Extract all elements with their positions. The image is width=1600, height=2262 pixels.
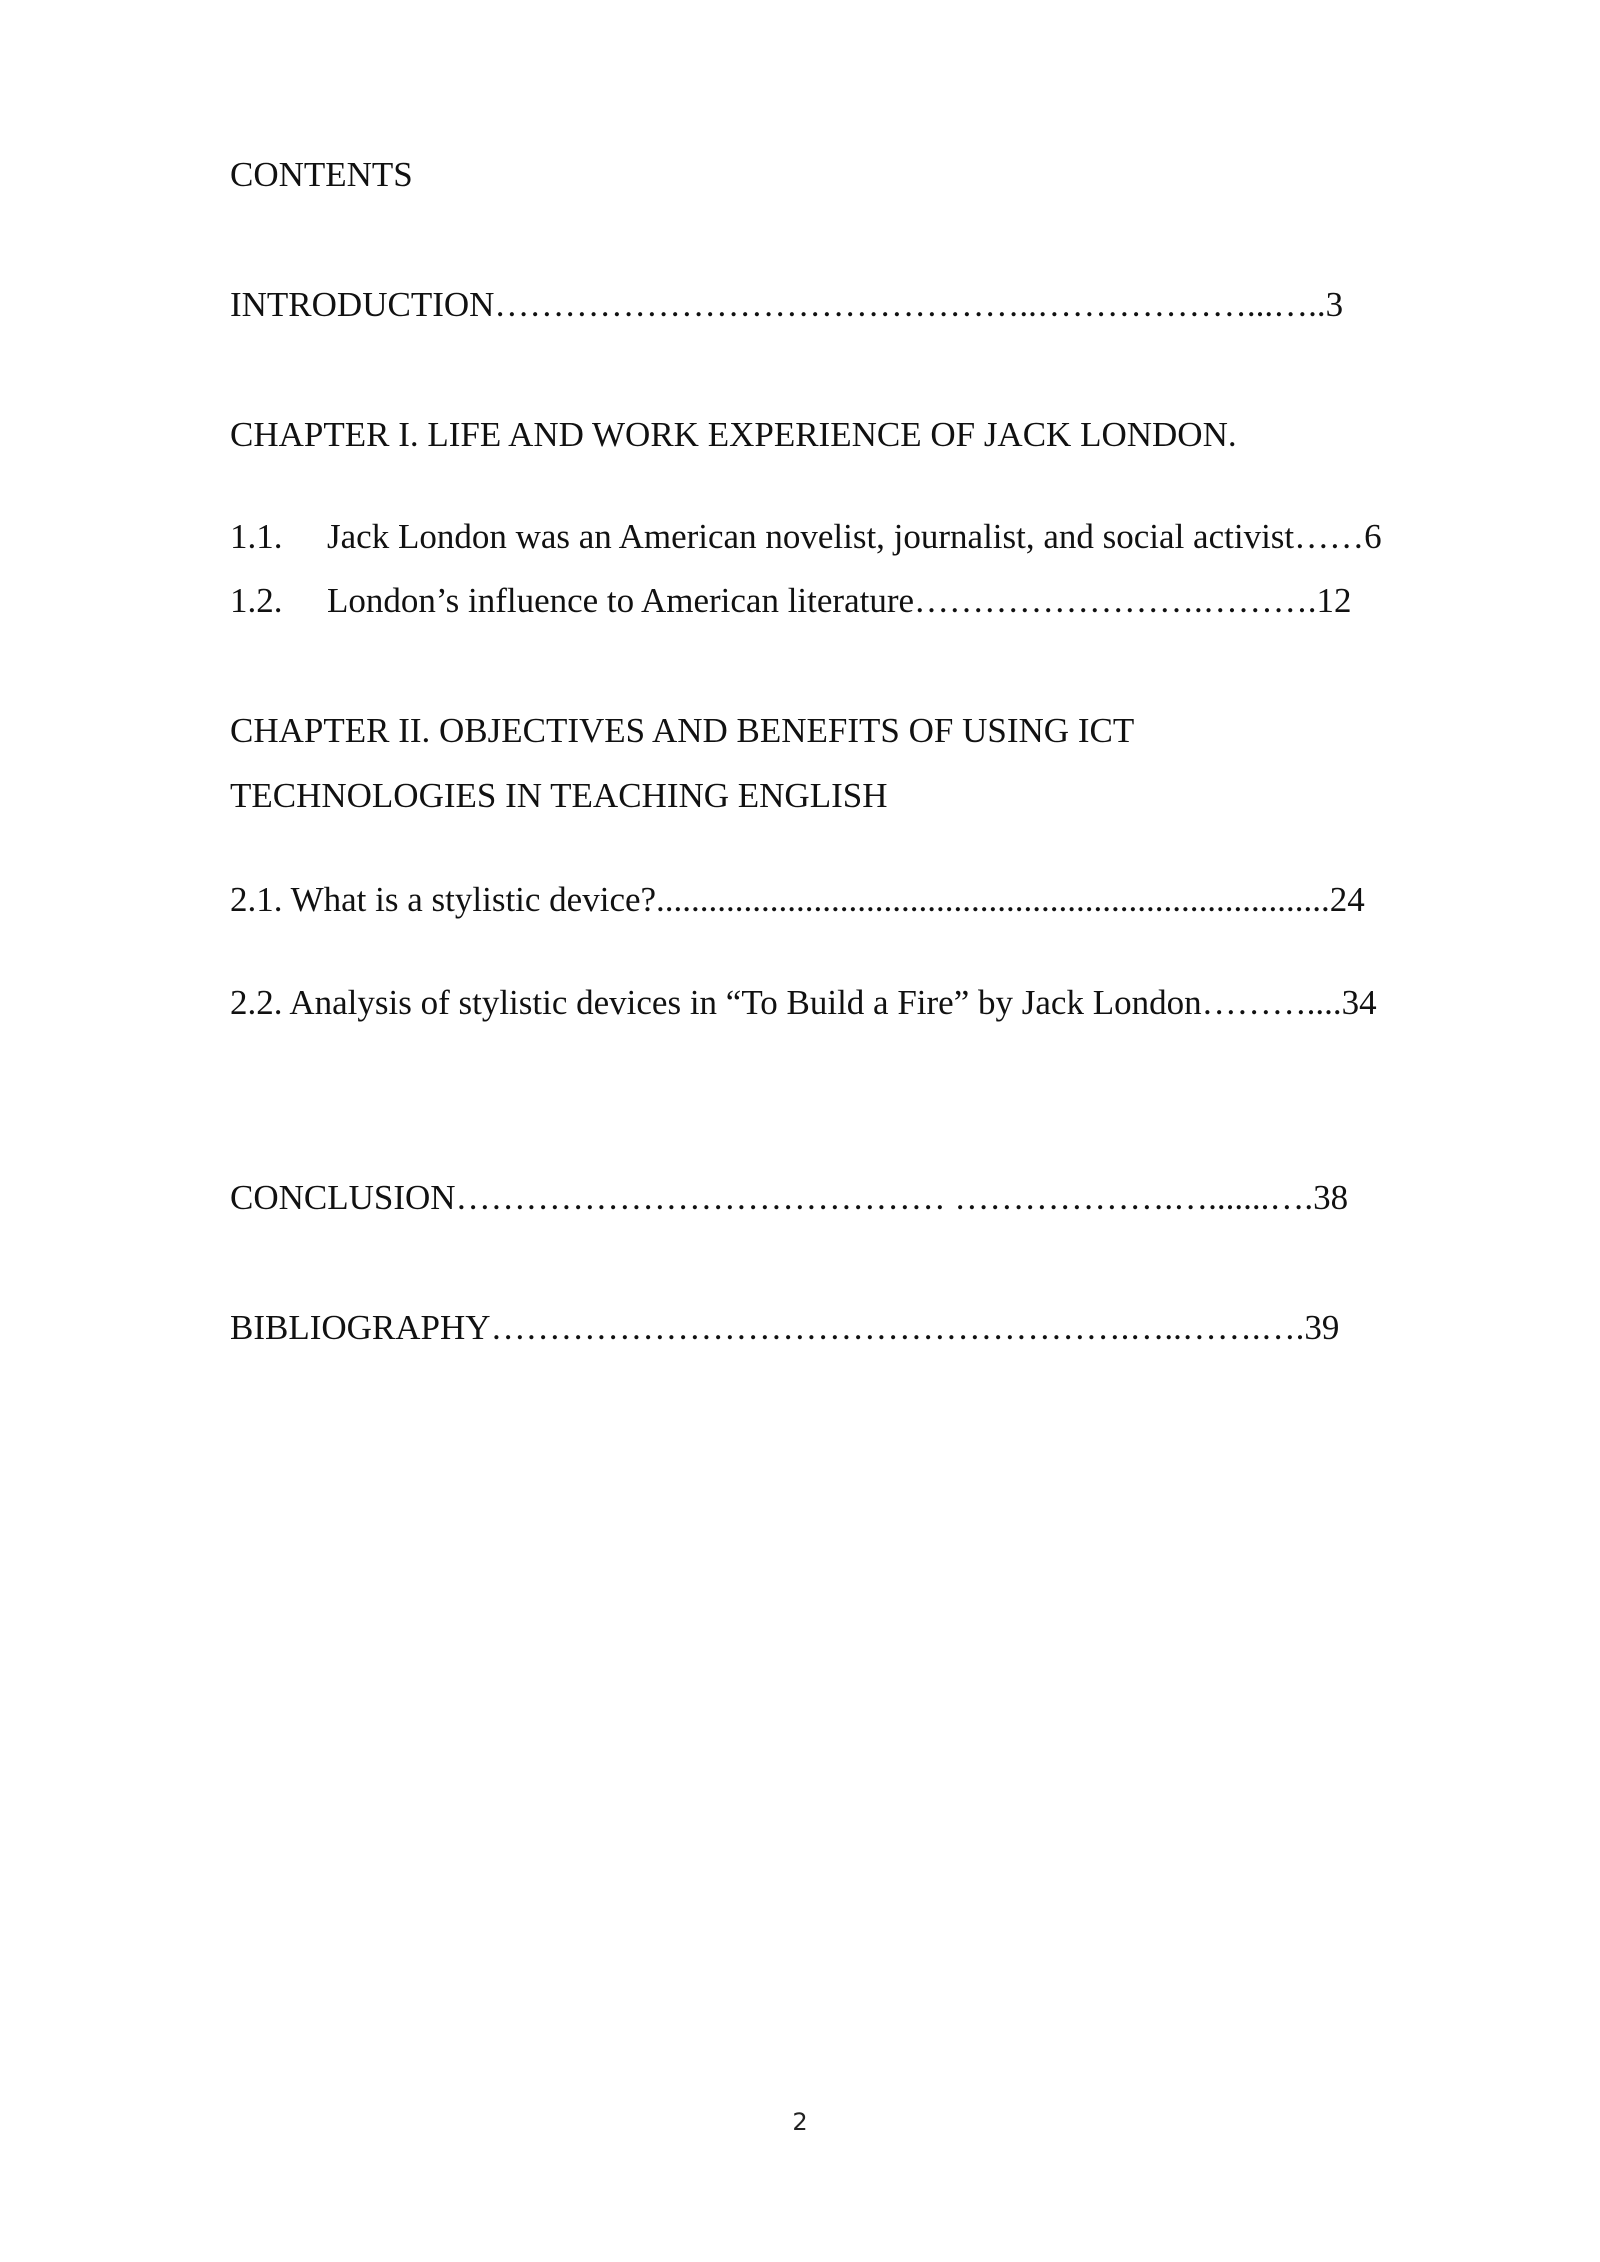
toc-entry-1-1 (230, 515, 1382, 559)
toc-entry-1-2-text: London’s influence to American literature…………………….……….12 (327, 581, 1352, 620)
page-number: 2 (792, 2108, 808, 2136)
toc-entry-introduction: INTRODUCTION………………………………………..………………...…..3 (230, 285, 1344, 324)
toc-entry-2-1: 2.1. What is a stylistic device?.............................................................................24 (230, 880, 1365, 919)
toc-entry-2-2: 2.2. Analysis of stylistic devices in “To Build a Fire” by Jack London………....34 (230, 983, 1377, 1022)
toc-chapter-2-title-line2: TECHNOLOGIES IN TEACHING ENGLISH (230, 776, 888, 815)
toc-chapter-2-title-line1: CHAPTER II. OBJECTIVES AND BENEFITS OF USING ICT (230, 711, 1135, 750)
toc-entry-bibliography: BIBLIOGRAPHY……………………………………………….…..…….….39 (230, 1308, 1340, 1347)
toc-entry-1-2 (230, 579, 1352, 623)
contents-heading: CONTENTS (230, 155, 413, 194)
toc-entry-conclusion: CONCLUSION…………………………………… ……………….….......….38 (230, 1178, 1349, 1217)
toc-entry-1-1-number: 1.1. (230, 517, 283, 556)
toc-chapter-1-title: CHAPTER I. LIFE AND WORK EXPERIENCE OF JACK LONDON. (230, 415, 1237, 454)
toc-entry-1-1-text: Jack London was an American novelist, journalist, and social activist……6 (327, 517, 1382, 556)
toc-entry-1-2-number: 1.2. (230, 581, 283, 620)
